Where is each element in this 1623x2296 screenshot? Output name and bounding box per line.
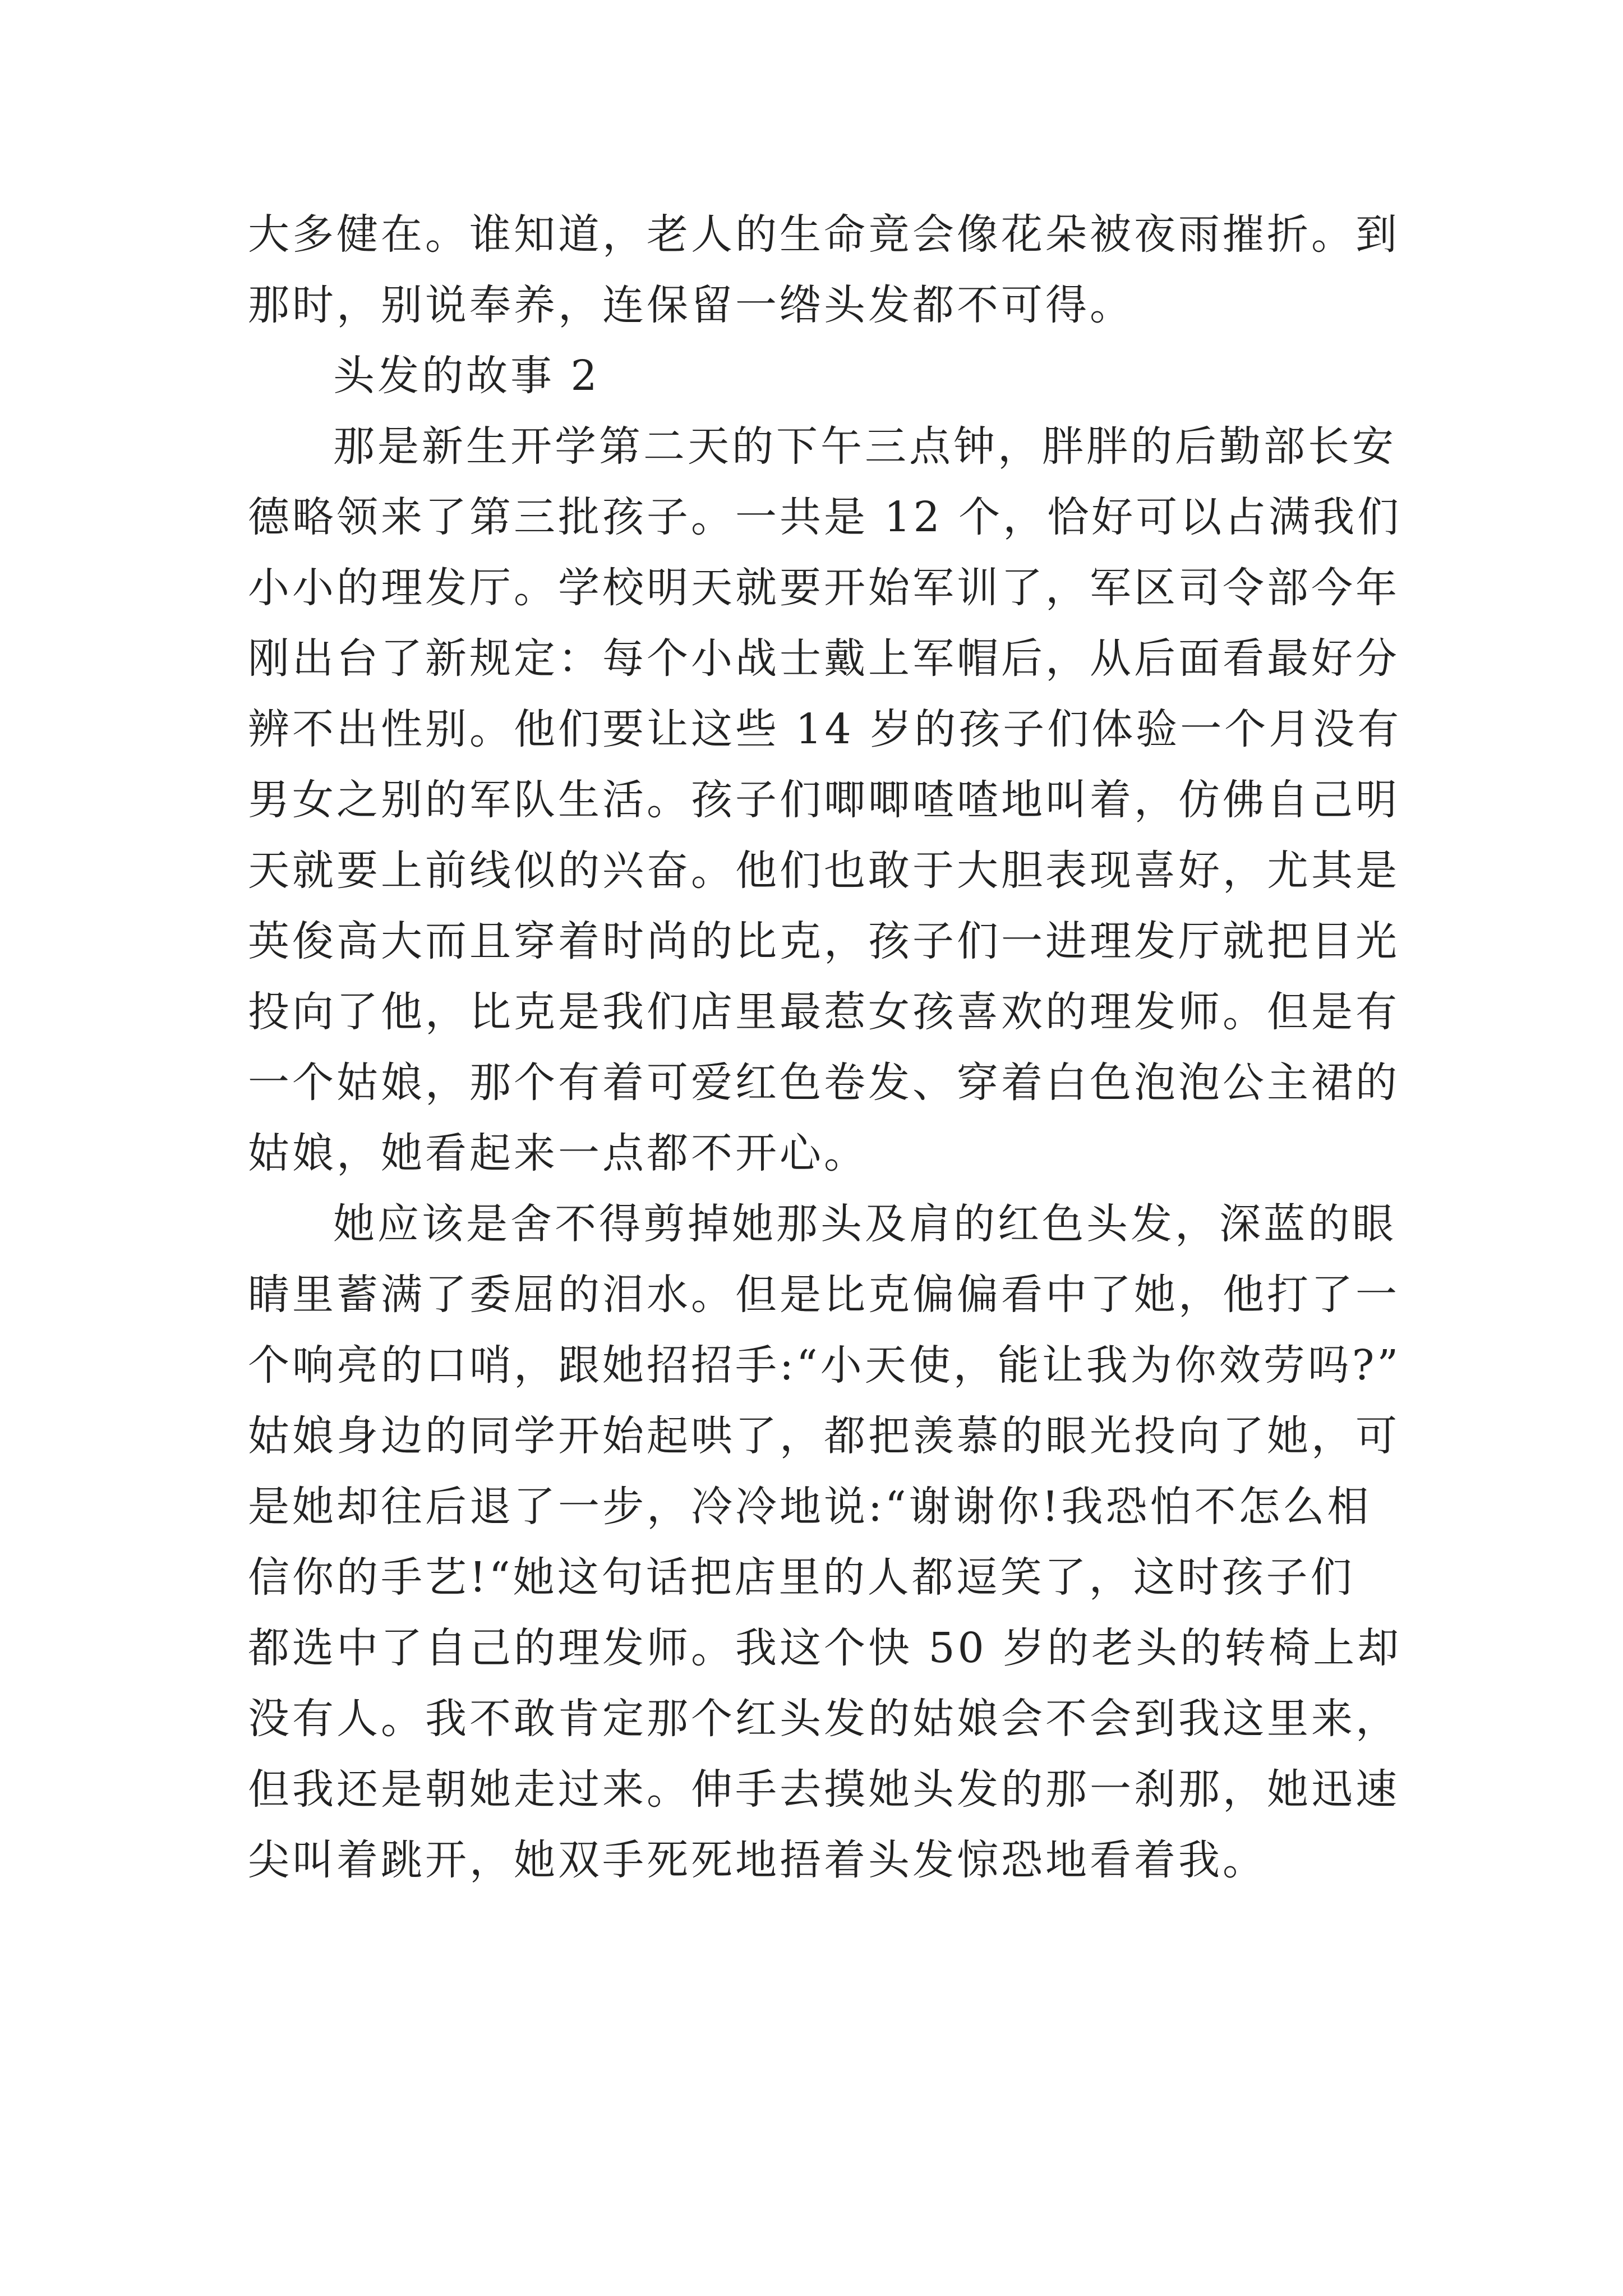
text-line: 睛里蓄满了委屈的泪水。但是比克偏偏看中了她，他打了一 [248,1271,1400,1319]
paragraph-continuation [248,199,1437,341]
text-line: 天就要上前线似的兴奋。他们也敢于大胆表现喜好，尤其是 [248,846,1400,895]
text-line: 英俊高大而且穿着时尚的比克，孩子们一进理发厅就把目光 [248,917,1400,965]
text-line: 姑娘身边的同学开始起哄了，都把羡慕的眼光投向了她，可 [248,1412,1400,1460]
text-line: 没有人。我不敢肯定那个红头发的姑娘会不会到我这里来， [248,1695,1400,1743]
text-line: 刚出台了新规定：每个小战士戴上军帽后，从后面看最好分 [248,634,1400,683]
text-line: 她应该是舍不得剪掉她那头及肩的红色头发，深蓝的眼 [333,1200,1396,1248]
document-body [248,199,1437,1895]
text-line: 德略领来了第三批孩子。一共是 12 个，恰好可以占满我们 [248,493,1402,541]
text-line: 个响亮的口哨，跟她招招手:“小天使，能让我为你效劳吗?” [248,1341,1401,1389]
text-line: 小小的理发厅。学校明天就要开始军训了，军区司令部今年 [248,564,1400,612]
section-heading: 头发的故事 2 [333,352,600,400]
text-line: 但我还是朝她走过来。伸手去摸她头发的那一刹那，她迅速 [248,1765,1400,1814]
text-line: 一个姑娘，那个有着可爱红色卷发、穿着白色泡泡公主裙的 [248,1059,1400,1107]
text-line: 姑娘，她看起来一点都不开心。 [248,1129,868,1177]
text-line: 辨不出性别。他们要让这些 14 岁的孩子们体验一个月没有 [248,705,1402,753]
text-line: 男女之别的军队生活。孩子们唧唧喳喳地叫着，仿佛自己明 [248,776,1400,824]
text-line: 投向了他，比克是我们店里最惹女孩喜欢的理发师。但是有 [248,988,1400,1036]
text-line: 都选中了自己的理发师。我这个快 50 岁的老头的转椅上却 [248,1624,1402,1672]
paragraph-red-hair-girl [248,1189,1437,1895]
text-line: 是她却往后退了一步，冷冷地说:“谢谢你!我恐怕不怎么相 [248,1483,1372,1531]
paragraph-story-opening [248,411,1437,1189]
text-line: 那时，别说奉养，连保留一绺头发都不可得。 [248,281,1134,329]
text-line: 尖叫着跳开，她双手死死地捂着头发惊恐地看着我。 [248,1836,1267,1884]
text-line: 信你的手艺!“她这句话把店里的人都逗笑了，这时孩子们 [248,1553,1355,1602]
text-line: 那是新生开学第二天的下午三点钟，胖胖的后勤部长安 [333,422,1396,471]
text-line: 大多健在。谁知道，老人的生命竟会像花朵被夜雨摧折。到 [248,210,1400,259]
